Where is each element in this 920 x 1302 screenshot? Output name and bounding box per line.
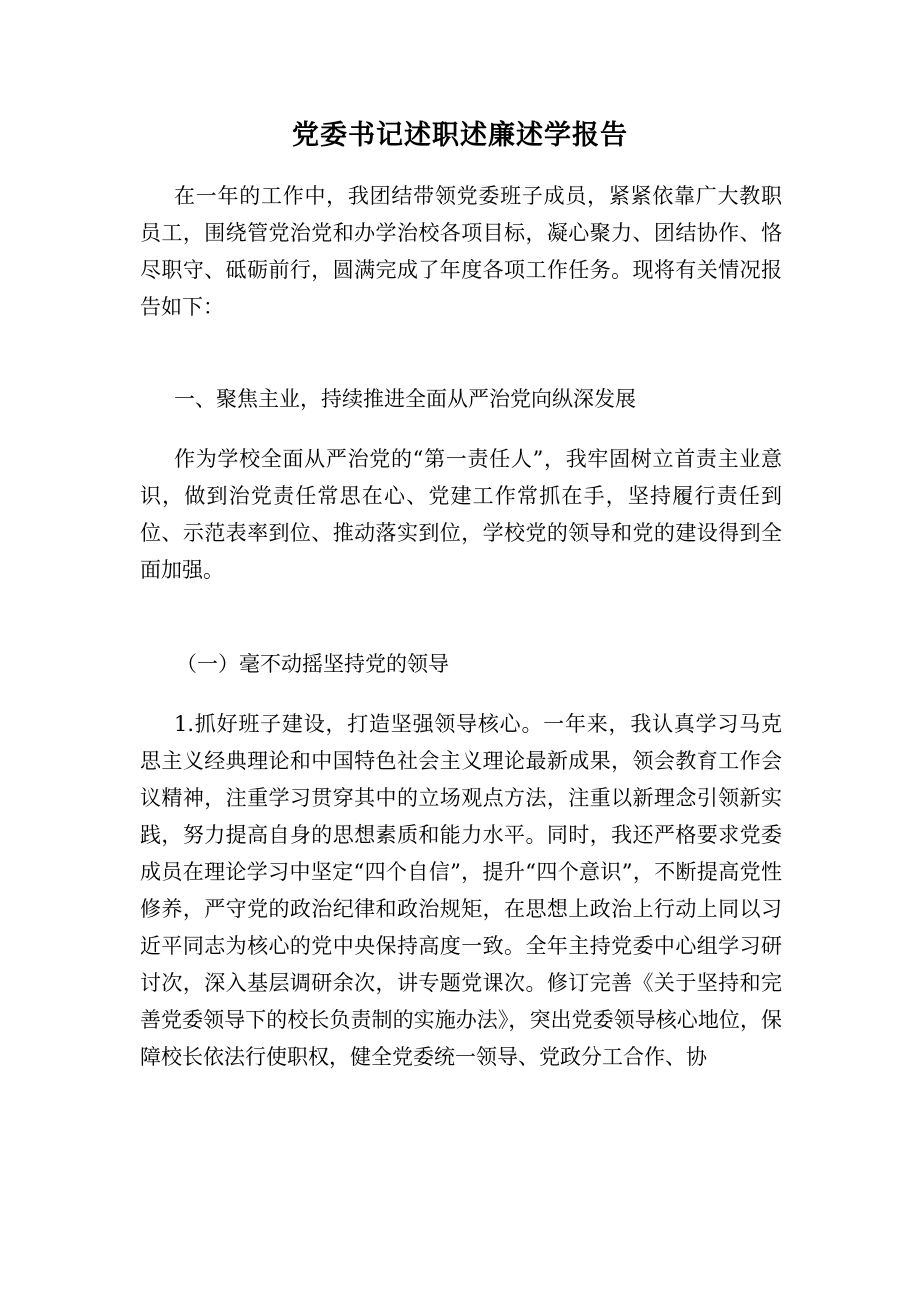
subsection-1-heading: （一）毫不动摇坚持党的领导 [176,652,449,676]
section-1-paragraph: 作为学校全面从严治党的“第一责任人”，我牢固树立首责主业意识，做到治党责任常思在心、党建工作常抓在手，坚持履行责任到位、示范表率到位、推动落实到位，学校党的领导和党的建设得到全面加强。 [140,447,782,582]
section-1-heading: 一、聚焦主业，持续推进全面从严治党向纵深发展 [174,387,636,411]
intro-paragraph: 在一年的工作中，我团结带领党委班子成员，紧紧依靠广大教职员工，围绕管党治党和办学治校各项目标，凝心聚力、团结协作、恪尽职守、砥砺前行，圆满完成了年度各项工作任务。现将有关情况报告如下： [140,184,782,319]
document-title: 党委书记述职述廉述学报告 [292,120,628,151]
item-1-paragraph: 1.抓好班子建设，打造坚强领导核心。一年来，我认真学习马克思主义经典理论和中国特色社会主义理论最新成果，领会教育工作会议精神，注重学习贯穿其中的立场观点方法，注重以新理念引领新实践，努力提高自身的思想素质和能力水平。同时，我还严格要求党委成员在理论学习中坚定“四个自信”，提升“四个意识”，不断提高党性修养，严守党的政治纪律和政治规矩，在思想上政治上行动上同以习近平同志为核心的党中央保持高度一致。全年主持党委中心组学习研讨次，深入基层调研余次，讲专题党课次。修订完善《关于坚持和完善党委领导下的校长负责制的实施办法》，突出党委领导核心地位，保障校长依法行使职权，健全党委统一领导、党政分工合作、协 [140,712,782,1069]
